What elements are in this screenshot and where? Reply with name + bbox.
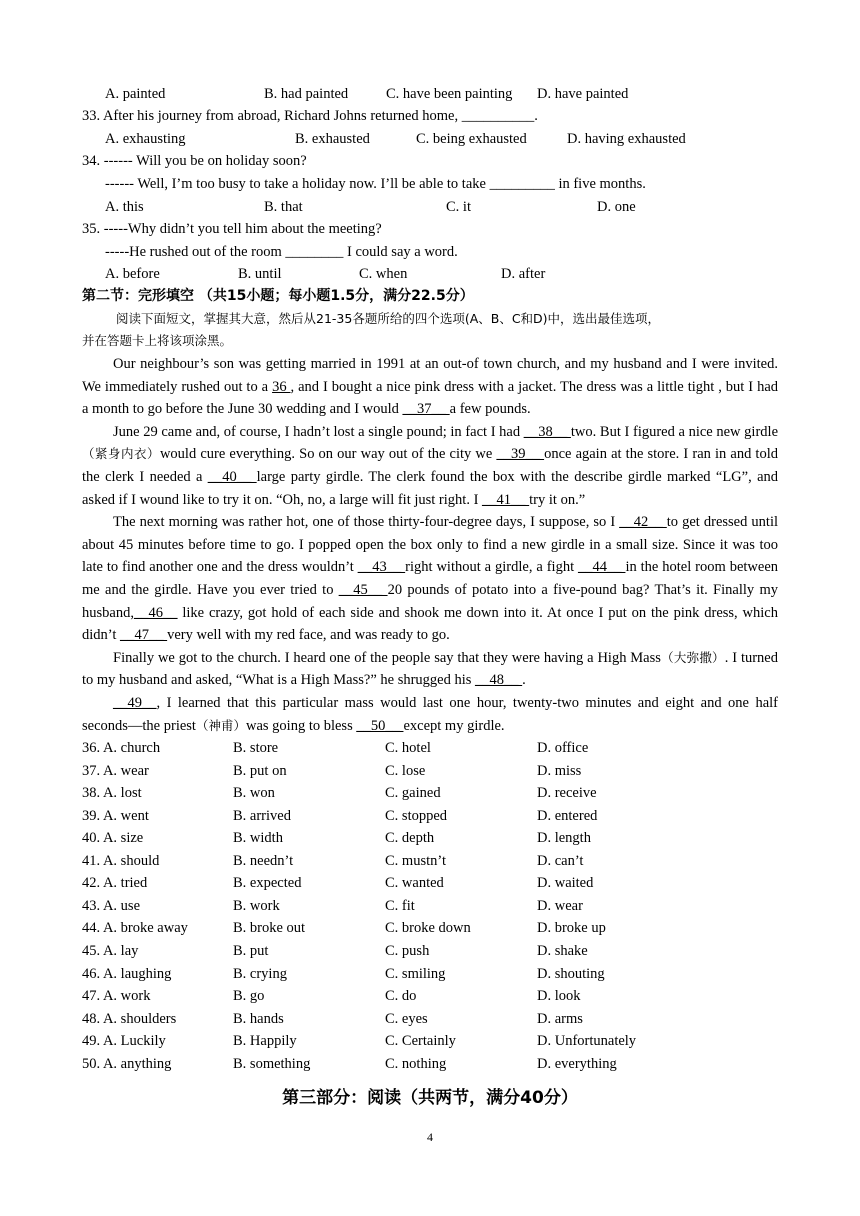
cloze-option-row xyxy=(82,805,778,827)
passage-text: . I turned to my husband and asked, “What is a High Mass?” he shrugged his xyxy=(82,649,778,689)
cloze-option-row xyxy=(82,985,778,1007)
cloze-option-d: D. wear xyxy=(537,897,583,914)
q32-options xyxy=(105,83,778,105)
passage-text: to get dressed until about 45 minutes before time to go. I popped open the box only to find a new girdle in a small size. Since it was too late to find another one and the dress wouldn’t xyxy=(82,514,778,576)
cloze-option-c: C. push xyxy=(385,942,430,959)
cloze-option-b: B. something xyxy=(233,1055,311,1072)
passage-text: June 29 came and, of course, I hadn’t lost a single pound; in fact I had xyxy=(113,423,524,440)
cloze-option-row xyxy=(82,940,778,962)
cloze-option-c: C. hotel xyxy=(385,740,431,756)
passage-text: two. But I figured a nice new girdle xyxy=(570,423,778,440)
q35-option-a: A. before xyxy=(105,266,160,282)
cloze-option-a: 42. A. tried xyxy=(82,875,148,892)
q34-option-b: B. that xyxy=(264,199,303,215)
cloze-option-d: D. shouting xyxy=(537,965,605,982)
cloze-option-b: B. crying xyxy=(233,965,287,982)
blank-42: __42__ xyxy=(619,514,667,531)
cloze-option-c: C. smiling xyxy=(385,965,446,982)
cloze-option-b: B. Happily xyxy=(233,1033,297,1050)
cloze-option-d: D. look xyxy=(537,988,581,1005)
passage-text: large party girdle. The clerk found the box with the describe girdle marked “LG”, and asked if I wound like to try it on. “Oh, no, a large will fit just right. I xyxy=(82,468,779,508)
q33-stem: 33. After his journey from abroad, Richard Johns returned home, __________. xyxy=(82,108,538,124)
cloze-option-c: C. nothing xyxy=(385,1055,447,1072)
blank-41: __41__ xyxy=(482,491,530,508)
passage-text: , I learned that this particular mass would last one hour, twenty-two minutes and eight and one half seconds—the priest xyxy=(82,694,778,734)
q34-option-c: C. it xyxy=(446,199,471,215)
cloze-option-b: B. needn’t xyxy=(233,852,294,869)
cloze-option-c: C. do xyxy=(385,988,417,1005)
cloze-option-a: 50. A. anything xyxy=(82,1055,172,1072)
passage-paragraph-3 xyxy=(82,511,778,647)
instruction-line-2: 并在答题卡上将该项涂黑。 xyxy=(82,333,233,348)
cloze-option-b: B. won xyxy=(233,785,275,802)
q34-stem: 34. ------ Will you be on holiday soon? xyxy=(82,153,307,169)
cloze-option-a: 40. A. size xyxy=(82,830,144,847)
cloze-option-c: C. stopped xyxy=(385,807,448,824)
cloze-option-a: 49. A. Luckily xyxy=(82,1033,166,1050)
cloze-option-b: B. width xyxy=(233,830,283,847)
passage-text: , and I bought a nice pink dress with a jacket. The dress was a little tight , but I had a month to go before the June 30 wedding and I would xyxy=(82,378,779,418)
cloze-option-d: D. office xyxy=(537,740,589,756)
q35-line2: -----He rushed out of the room ________ I could say a word. xyxy=(105,244,458,260)
cloze-option-a: 36. A. church xyxy=(82,740,161,756)
cloze-option-d: D. arms xyxy=(537,1010,583,1027)
cloze-passage xyxy=(82,353,778,737)
passage-text: like crazy, got hold of each side and shook me down into it. At once I put on the pink dress, which didn’t xyxy=(82,604,778,644)
cloze-option-a: 41. A. should xyxy=(82,852,160,869)
cloze-option-row xyxy=(82,895,778,917)
cloze-option-a: 45. A. lay xyxy=(82,942,139,959)
cloze-option-a: 38. A. lost xyxy=(82,785,142,802)
cloze-option-c: C. depth xyxy=(385,830,435,847)
cloze-option-row xyxy=(82,850,778,872)
cloze-option-d: D. broke up xyxy=(537,920,606,937)
q33-options xyxy=(105,128,778,150)
cloze-option-row xyxy=(82,827,778,849)
cloze-option-b: B. hands xyxy=(233,1010,284,1027)
passage-paragraph-2 xyxy=(82,421,778,511)
blank-39: __39__ xyxy=(496,446,545,463)
passage-text: except my girdle. xyxy=(403,717,505,734)
passage-text: once again at the store. I ran in and told the clerk I needed a xyxy=(82,446,778,485)
passage-text: 20 pounds of potato into a five-pound bag? That’s it. Finally my husband, xyxy=(82,581,778,621)
page-number: 4 xyxy=(427,1130,433,1144)
passage-paragraph-4 xyxy=(82,647,778,692)
blank-49: __49__ xyxy=(113,694,157,711)
q32-option-b: B. had painted xyxy=(264,86,349,102)
cloze-option-b: B. go xyxy=(233,988,265,1005)
blank-47: __47__ xyxy=(120,627,168,644)
passage-text: would cure everything. So on our way out of the city we xyxy=(159,446,497,463)
blank-43: __43__ xyxy=(357,559,406,576)
q34-option-d: D. one xyxy=(597,199,636,215)
blank-50: __50__ xyxy=(356,717,404,734)
q33-option-a: A. exhausting xyxy=(105,131,186,147)
cloze-option-c: C. Certainly xyxy=(385,1033,456,1050)
q35-stem: 35. -----Why didn’t you tell him about the meeting? xyxy=(82,221,382,237)
cloze-option-a: 39. A. went xyxy=(82,807,149,824)
q34-line2: ------ Well, I’m too busy to take a holiday now. I’ll be able to take _________ in five months. xyxy=(105,176,646,192)
blank-40: __40__ xyxy=(207,468,257,485)
q35-option-d: D. after xyxy=(501,266,546,282)
q32-option-d: D. have painted xyxy=(537,86,629,102)
cloze-option-d: D. entered xyxy=(537,807,598,824)
cloze-option-row xyxy=(82,917,778,939)
cloze-option-d: D. waited xyxy=(537,875,594,892)
cloze-option-a: 46. A. laughing xyxy=(82,965,172,982)
passage-text: very well with my red face, and was ready to go. xyxy=(167,627,450,644)
q34-options xyxy=(105,196,778,218)
cloze-option-a: 48. A. shoulders xyxy=(82,1010,177,1027)
instruction-line-1: 阅读下面短文，掌握其大意，然后从21-35各题所给的四个选项(A、B、C和D)中，选出最佳选项， xyxy=(116,311,661,326)
cloze-option-a: 37. A. wear xyxy=(82,762,149,779)
cloze-option-c: C. lose xyxy=(385,762,426,779)
cloze-option-a: 47. A. work xyxy=(82,988,151,1005)
cjk-gloss: （紧身内衣） xyxy=(82,446,160,462)
q33-option-b: B. exhausted xyxy=(295,131,370,147)
passage-text: The next morning was rather hot, one of those thirty-four-degree days, I suppose, so I xyxy=(113,514,620,531)
cloze-option-b: B. arrived xyxy=(233,807,291,824)
cloze-option-a: 44. A. broke away xyxy=(82,920,188,937)
passage-paragraph-1 xyxy=(82,353,778,421)
passage-text: right without a girdle, a fight xyxy=(405,559,579,576)
cloze-option-row xyxy=(82,1030,778,1052)
blank-44: __44__ xyxy=(578,559,626,576)
cloze-option-d: D. length xyxy=(537,830,591,847)
passage-paragraph-5 xyxy=(82,692,778,737)
passage-text: try it on.” xyxy=(529,491,586,508)
cloze-option-c: C. eyes xyxy=(385,1010,428,1027)
cloze-option-d: D. miss xyxy=(537,762,582,779)
q33-option-d: D. having exhausted xyxy=(567,131,686,147)
q34-option-a: A. this xyxy=(105,199,144,215)
cloze-option-c: C. fit xyxy=(385,897,415,914)
cloze-option-a: 43. A. use xyxy=(82,897,140,914)
q32-option-a: A. painted xyxy=(105,86,166,102)
passage-text: Finally we got to the church. I heard one of the people say that they were having a High Mass xyxy=(113,649,661,666)
cloze-option-b: B. broke out xyxy=(233,920,306,937)
cjk-gloss: （神甫） xyxy=(195,717,246,733)
passage-text: . xyxy=(522,672,526,689)
blank-37: __37__ xyxy=(402,401,450,418)
cloze-option-b: B. store xyxy=(233,740,279,756)
cloze-option-d: D. receive xyxy=(537,785,597,802)
blank-46: __46__ xyxy=(133,604,178,621)
cloze-option-row xyxy=(82,1053,778,1075)
section3-heading: 第三部分：阅读（共两节，满分40分） xyxy=(282,1088,578,1108)
section2-instruction xyxy=(82,308,778,352)
cloze-option-row xyxy=(82,1008,778,1030)
cloze-option-row xyxy=(82,737,778,759)
passage-text: a few pounds. xyxy=(449,401,531,418)
cloze-option-row xyxy=(82,782,778,804)
cloze-option-row xyxy=(82,963,778,985)
cloze-option-d: D. Unfortunately xyxy=(537,1033,637,1050)
cloze-option-b: B. put xyxy=(233,942,269,959)
cloze-option-d: D. shake xyxy=(537,942,588,959)
blank-38: __38__ xyxy=(523,423,571,440)
q35-options xyxy=(105,263,778,285)
blank-48: __48__ xyxy=(475,672,523,689)
cloze-option-c: C. gained xyxy=(385,785,441,802)
cloze-option-b: B. put on xyxy=(233,762,287,779)
q33-option-c: C. being exhausted xyxy=(416,131,527,147)
cloze-option-row xyxy=(82,872,778,894)
cloze-option-c: C. broke down xyxy=(385,920,471,937)
cloze-option-c: C. wanted xyxy=(385,875,444,892)
cloze-option-b: B. work xyxy=(233,897,280,914)
q32-option-c: C. have been painting xyxy=(386,86,513,102)
cloze-option-b: B. expected xyxy=(233,875,302,892)
q35-option-c: C. when xyxy=(359,266,408,282)
blank-36: 36 xyxy=(272,378,291,395)
cjk-gloss: （大弥撒） xyxy=(660,649,725,665)
cloze-option-d: D. everything xyxy=(537,1055,617,1072)
q35-option-b: B. until xyxy=(238,266,282,282)
cloze-option-d: D. can’t xyxy=(537,852,584,869)
blank-45: __45__ xyxy=(338,581,388,598)
passage-text: in the hotel room between me and the girdle. Have you ever tried to xyxy=(82,559,779,598)
cloze-option-c: C. mustn’t xyxy=(385,852,446,869)
cloze-option-row xyxy=(82,760,778,782)
section2-heading: 第二节：完形填空 （共15小题；每小题1.5分，满分22.5分） xyxy=(82,288,474,304)
passage-text: Our neighbour’s son was getting married in 1991 at an out-of town church, and my husband and I were invited. We immediately rushed out to a xyxy=(82,356,778,395)
passage-text: was going to bless xyxy=(245,717,357,734)
